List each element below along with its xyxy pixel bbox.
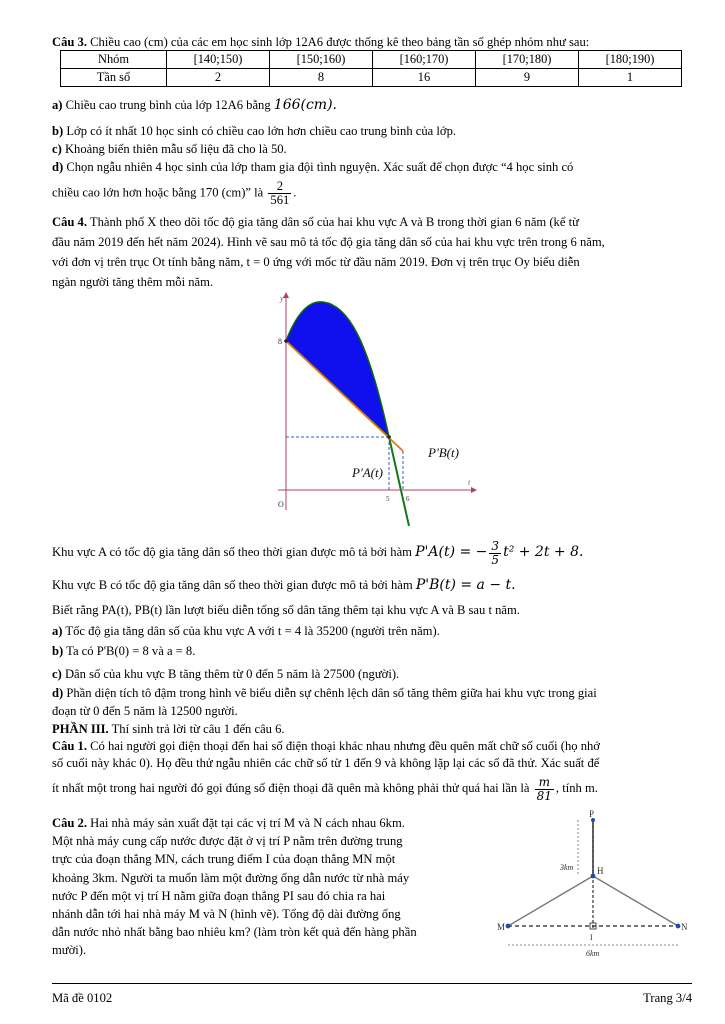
curve-pa xyxy=(389,437,409,526)
statement-label: c) xyxy=(52,667,62,681)
t-tick-5: 5 xyxy=(386,495,390,503)
c1-text: , tính m. xyxy=(555,780,598,795)
function-math: t² + 2t + 8. xyxy=(503,543,584,560)
table-row-label: Tần số xyxy=(61,69,167,87)
table-freq: 9 xyxy=(476,69,579,87)
q3-statement-b xyxy=(52,123,692,140)
point-n xyxy=(676,924,681,929)
fraction xyxy=(489,540,501,566)
q4-statement-d xyxy=(52,685,692,702)
c1-text: số cuối này khác 0). Họ đều thử ngẫu nhiên các chữ số từ 1 đến 9 và không lặp lại các số đã thử. Xác suất để xyxy=(52,756,600,770)
c1-text: Có hai người gọi điện thoại đến hai số điện thoại khác nhau nhưng đều quên mất chữ số cuối (họ nhớ xyxy=(90,739,600,753)
statement-text: Phần diện tích tô đậm trong hình vẽ biểu diễn sự chênh lệch dân số tăng thêm giữa hai khu vực trong giai xyxy=(66,686,597,700)
c2-text: Một nhà máy cung cấp nước được đặt ở vị trí P nằm trên đường trung xyxy=(52,834,403,849)
point-h xyxy=(591,874,596,879)
q3-intro xyxy=(52,34,692,51)
label-n: N xyxy=(681,922,688,932)
c2-text: trực của đoạn thẳng MN, cách trung điểm I của đoạn thẳng MN một xyxy=(52,852,396,867)
statement-text: Chọn ngẫu nhiên 4 học sinh của lớp tham gia đội tình nguyện. Xác suất để chọn được “4 học sinh có xyxy=(66,160,574,174)
page-number: Trang 3/4 xyxy=(643,991,692,1005)
exam-code: Mã đề 0102 xyxy=(52,991,113,1005)
c2-text: khoảng 3km. Người ta muốn làm một đường ống dẫn nước từ nhà máy xyxy=(52,870,410,885)
c2-text: dẫn nước nhỏ nhất bằng bao nhiêu km? (làm tròn kết quả đến hàng phần xyxy=(52,925,417,940)
q4-text: Biết rằng PA(t), PB(t) lần lượt biểu diễn tổng số dân tăng thêm tại khu vực A và B sau t năm. xyxy=(52,603,520,617)
statement-label: d) xyxy=(52,686,64,700)
table-freq: 2 xyxy=(167,69,270,87)
statement-label: d) xyxy=(52,160,64,174)
statement-text: Ta có P'B(0) = 8 và a = 8. xyxy=(66,644,196,658)
table-group: [180;190) xyxy=(579,51,682,69)
statement-math: 166(cm). xyxy=(273,97,337,113)
frequency-table xyxy=(60,50,682,87)
q4-text: Khu vực B có tốc độ gia tăng dân số theo thời gian được mô tả bởi hàm xyxy=(52,578,413,592)
point-m xyxy=(506,924,511,929)
statement-text: Lớp có ít nhất 10 học sinh có chiều cao lớn hơn chiều cao trung bình của lớp. xyxy=(66,124,457,138)
fraction-den: 561 xyxy=(270,193,290,208)
statement-label: a) xyxy=(52,98,63,112)
q4-label: Câu 4. xyxy=(52,215,87,229)
fraction-num: 3 xyxy=(491,539,500,553)
q3-statement-d-cont: chiều cao lớn hơn hoặc bằng 170 (cm)” là $\frac{2}{561}$ . xyxy=(52,179,297,208)
pipe-hn xyxy=(593,876,678,926)
q3-label: Câu 3. xyxy=(52,35,87,49)
q4-function-b xyxy=(52,576,692,595)
table-group: [170;180) xyxy=(476,51,579,69)
statement-text: Tốc độ gia tăng dân số của khu vực A với t = 4 là 35200 (người trên năm). xyxy=(65,624,440,638)
statement-text: Chiều cao trung bình của lớp 12A6 bằng xyxy=(65,98,271,112)
q4-known xyxy=(52,602,692,619)
c1-label: Câu 1. xyxy=(52,739,87,753)
fraction-num: m xyxy=(535,776,554,790)
table-freq: 1 xyxy=(579,69,682,87)
statement-text: Khoảng biến thiên mẫu số liệu đã cho là 50. xyxy=(64,142,287,156)
population-rate-graph xyxy=(258,285,478,530)
statement-text: đoạn từ 0 đến 5 năm là 12500 người. xyxy=(52,704,238,718)
c2-label: Câu 2. xyxy=(52,816,87,830)
table-row xyxy=(61,51,682,69)
table-freq: 16 xyxy=(373,69,476,87)
shaded-region xyxy=(286,302,389,437)
q3-statement-d xyxy=(52,159,692,176)
statement-label: c) xyxy=(52,142,62,156)
c1-text: ít nhất một trong hai người đó gọi đúng số điện thoại đã quên mà không phải thử quá hai lần là xyxy=(52,780,530,795)
q3-statement-a xyxy=(52,96,692,115)
c1-question-cont xyxy=(52,776,692,802)
q4-text: với đơn vị trên trục Ot tính bằng năm, t = 0 ứng với mốc từ đầu năm 2019. Đơn vị trên trục Oy biểu diễn xyxy=(52,255,580,269)
c2-text: mười). xyxy=(52,943,87,958)
q4-text: Khu vực A có tốc độ gia tăng dân số theo thời gian được mô tả bởi hàm xyxy=(52,544,412,559)
q3-intro-text: Chiều cao (cm) của các em học sinh lớp 12A6 được thống kê theo bảng tần số ghép nhóm như sau: xyxy=(90,35,590,49)
part-text: Thí sinh trả lời từ câu 1 đến câu 6. xyxy=(111,722,285,736)
pipe-hm xyxy=(508,876,593,926)
c2-question xyxy=(52,814,482,960)
fraction-den: 81 xyxy=(536,788,552,803)
function-math: P'B(t) = a − t. xyxy=(415,577,516,593)
statement-text: Dân số của khu vực B tăng thêm từ 0 đến 5 năm là 27500 (người). xyxy=(64,667,400,681)
q4-statement-b xyxy=(52,643,692,660)
q4-statement-d-cont xyxy=(52,703,692,720)
table-group: [150;160) xyxy=(270,51,373,69)
t-tick-6: 6 xyxy=(406,495,410,503)
q4-text: đầu năm 2019 đến hết năm 2024). Hình vẽ sau mô tả tốc độ gia tăng dân số của hai khu vực trên trong 6 năm, xyxy=(52,235,605,249)
fraction-den: 5 xyxy=(491,552,500,567)
statement-text: chiều cao lớn hơn hoặc bằng 170 (cm)” là xyxy=(52,185,264,200)
q4-statement-a xyxy=(52,623,692,640)
table-group: [140;150) xyxy=(167,51,270,69)
label-pb: P'B(t) xyxy=(428,445,459,460)
label-6km: 6km xyxy=(586,949,600,958)
table-freq: 8 xyxy=(270,69,373,87)
q4-statement-c xyxy=(52,666,692,683)
part-title: PHẦN III. xyxy=(52,722,109,736)
statement-label: b) xyxy=(52,124,64,138)
y-tick-8: 8 xyxy=(278,337,282,346)
q4-text: ngàn người tăng thêm mỗi năm. xyxy=(52,275,214,289)
origin-label: O xyxy=(278,500,284,509)
point xyxy=(284,339,288,343)
c2-text: nước P đến một vị trí H nằm giữa đoạn thẳng PI sau đó chia ra hai xyxy=(52,888,386,903)
table-row xyxy=(61,69,682,87)
c2-text: nhánh dẫn tới hai nhà máy M và N (hình vẽ). Tổng độ dài đường ống xyxy=(52,907,401,922)
c2-text: Hai nhà máy sản xuất đặt tại các vị trí M và N cách nhau 6km. xyxy=(90,816,405,830)
label-3km: 3km xyxy=(560,863,574,872)
function-math: P'A(t) = − xyxy=(415,543,488,560)
q3-statement-c xyxy=(52,141,692,158)
pipeline-figure xyxy=(494,806,694,962)
fraction xyxy=(535,776,554,802)
table-group: [160;170) xyxy=(373,51,476,69)
q4-function-a xyxy=(52,540,692,566)
label-h: H xyxy=(597,866,604,876)
statement-label: b) xyxy=(52,644,64,658)
statement-label: a) xyxy=(52,624,63,638)
table-header-label: Nhóm xyxy=(61,51,167,69)
q4-intro xyxy=(52,212,692,292)
label-pa: P'A(t) xyxy=(352,465,383,480)
fraction xyxy=(268,180,291,207)
fraction-num: 2 xyxy=(268,180,291,194)
y-axis-label: y xyxy=(280,294,284,303)
footer-divider xyxy=(52,983,692,984)
part3-header xyxy=(52,721,692,738)
label-p: P xyxy=(589,809,595,819)
label-m: M xyxy=(497,922,506,932)
point xyxy=(387,435,391,439)
c1-question xyxy=(52,738,692,772)
t-axis-label: t xyxy=(468,478,471,487)
q4-text: Thành phố X theo dõi tốc độ gia tăng dân số của hai khu vực A và B trong thời gian 6 năm (kể từ xyxy=(89,215,579,229)
label-i: I xyxy=(590,933,593,942)
